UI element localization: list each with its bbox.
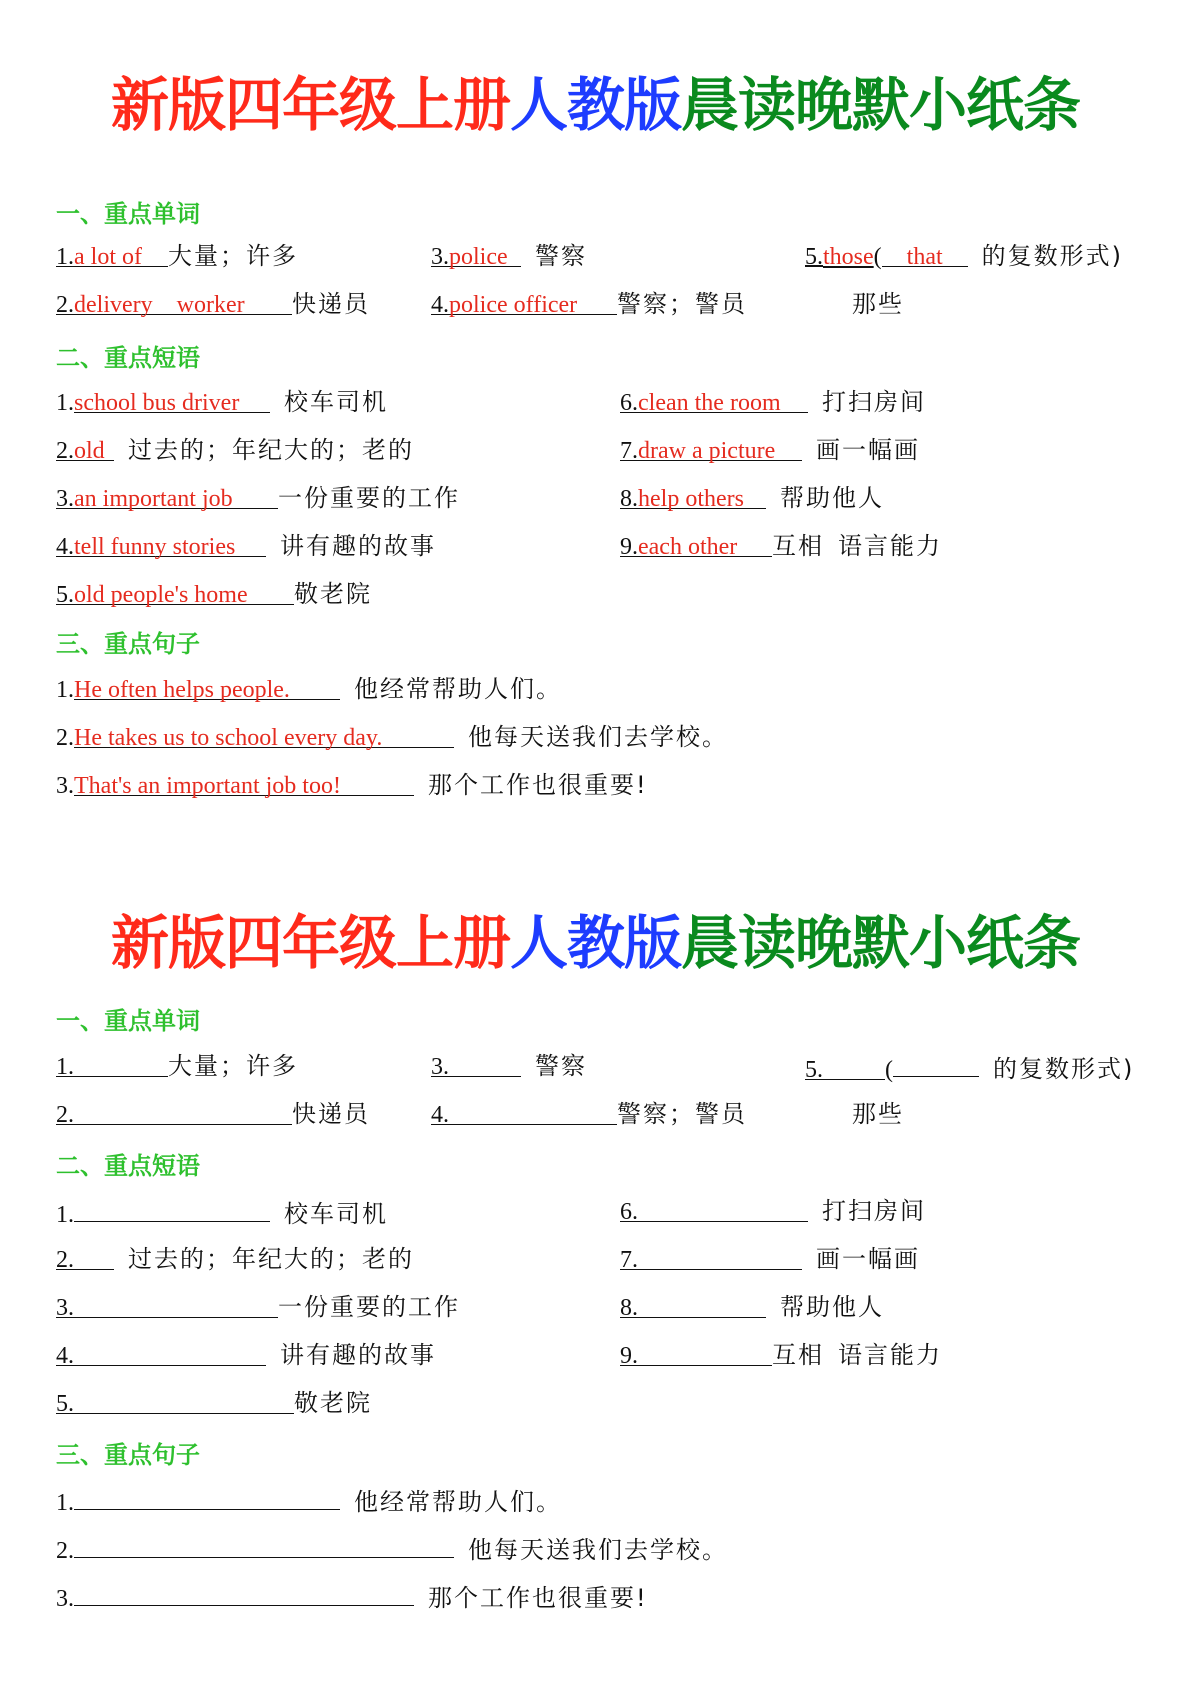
phrase-answer: each other	[638, 534, 738, 560]
word-meaning: 警察	[535, 242, 587, 270]
sentence-blank-2: 2. 他每天送我们去学校。	[56, 1532, 728, 1566]
title-part-grade: 新版四年级上册	[110, 909, 510, 977]
phrase-blank-3: 3. 一份重要的工作	[56, 1293, 460, 1321]
phrase-item-4: 4.tell funny stories 讲有趣的故事	[56, 532, 436, 560]
word-meaning: 的复数形式)	[993, 1055, 1135, 1083]
phrase-meaning: 讲有趣的故事	[280, 1341, 436, 1369]
word-meaning-those: 那些	[852, 290, 904, 318]
phrase-answer: school bus driver	[74, 390, 240, 416]
word-blank-1: 1. 大量；许多	[56, 1052, 298, 1080]
phrase-answer: an important job	[74, 486, 233, 512]
section-heading-sentences: 三、重点句子	[56, 630, 200, 658]
phrase-answer: old people's home	[74, 582, 248, 608]
phrase-meaning: 一份重要的工作	[278, 1293, 460, 1321]
phrase-blank-4: 4. 讲有趣的故事	[56, 1341, 436, 1369]
word-meaning: 快递员	[292, 290, 370, 318]
phrase-meaning: 互相	[772, 532, 824, 560]
title-part-grade: 新版四年级上册	[110, 71, 510, 139]
section-heading-words: 一、重点单词	[56, 200, 200, 228]
word-blank-2: 2. 快递员	[56, 1100, 370, 1128]
phrase-meaning: 一份重要的工作	[278, 484, 460, 512]
word-answer-2: that	[906, 244, 943, 270]
sentence-item-3: 3.That's an important job too! 那个工作也很重要!	[56, 771, 648, 799]
phrase-item-2: 2.old 过去的；年纪大的；老的	[56, 436, 414, 464]
phrase-meaning: 帮助他人	[780, 484, 884, 512]
phrase-blank-6: 6. 打扫房间	[620, 1197, 926, 1225]
phrase-blank-5: 5. 敬老院	[56, 1389, 372, 1417]
phrase-meaning: 讲有趣的故事	[280, 532, 436, 560]
phrase-answer: old	[74, 438, 105, 464]
phrase-meaning: 敬老院	[294, 1389, 372, 1417]
phrase-answer: help others	[638, 486, 744, 512]
phrase-meaning: 画一幅画	[816, 436, 920, 464]
word-meaning: 的复数形式)	[981, 242, 1124, 270]
title-part-slip: 晨读晚默小纸条	[681, 71, 1081, 139]
phrase-meaning: 打扫房间	[822, 388, 926, 416]
sentence-answer: He takes us to school every day.	[74, 725, 383, 751]
section-heading-sentences-blank: 三、重点句子	[56, 1441, 200, 1469]
sentence-meaning: 他经常帮助人们。	[354, 675, 562, 703]
word-item-4: 4.police officer 警察；警员	[431, 290, 747, 318]
word-meaning: 大量；许多	[168, 1052, 298, 1080]
phrase-meaning: 敬老院	[294, 580, 372, 608]
phrase-item-3: 3.an important job 一份重要的工作	[56, 484, 460, 512]
sentence-blank-1: 1. 他经常帮助人们。	[56, 1484, 562, 1518]
phrase-item-7: 7.draw a picture 画一幅画	[620, 436, 920, 464]
word-item-1: 1.a lot of 大量；许多	[56, 242, 298, 270]
word-item-2: 2.delivery worker 快递员	[56, 290, 370, 318]
sentence-meaning: 他每天送我们去学校。	[468, 723, 728, 751]
word-item-3: 3.police 警察	[431, 242, 587, 270]
word-item-5: 5.those( that 的复数形式)	[805, 242, 1124, 270]
phrase-meaning: 过去的；年纪大的；老的	[128, 1245, 414, 1273]
phrase-blank-9: 9. 互相 语言能力	[620, 1341, 942, 1369]
word-answer: a lot of	[74, 244, 142, 270]
phrase-answer: clean the room	[638, 390, 781, 416]
page-title-bottom	[0, 908, 1191, 978]
word-meaning: 警察；警员	[617, 290, 747, 318]
title-part-edition: 人教版	[509, 909, 681, 977]
word-blank-3: 3. 警察	[431, 1052, 587, 1080]
sentence-answer: He often helps people.	[74, 677, 290, 703]
word-answer: delivery worker	[74, 292, 245, 318]
phrase-meaning: 帮助他人	[780, 1293, 884, 1321]
phrase-item-5: 5.old people's home 敬老院	[56, 580, 372, 608]
word-answer: police officer	[449, 292, 578, 318]
section-heading-phrases: 二、重点短语	[56, 344, 200, 372]
title-part-slip: 晨读晚默小纸条	[681, 909, 1081, 977]
section-heading-words-blank: 一、重点单词	[56, 1007, 200, 1035]
word-blank-5: 5. ( 的复数形式)	[805, 1051, 1134, 1085]
sentence-meaning: 那个工作也很重要!	[428, 1584, 648, 1612]
phrase-meaning: 校车司机	[284, 388, 388, 416]
phrase-meaning: 打扫房间	[822, 1197, 926, 1225]
sentence-meaning: 他每天送我们去学校。	[468, 1536, 728, 1564]
sentence-answer: That's an important job too!	[74, 773, 341, 799]
phrase-meaning: 过去的；年纪大的；老的	[128, 436, 414, 464]
phrase-blank-1: 1. 校车司机	[56, 1196, 388, 1230]
phrase-item-6: 6.clean the room 打扫房间	[620, 388, 926, 416]
phrase-meaning: 校车司机	[284, 1200, 388, 1228]
word-meaning: 警察	[535, 1052, 587, 1080]
word-answer: police	[449, 244, 508, 270]
phrase-item-9: 9.each other 互相 语言能力	[620, 532, 942, 560]
word-answer: those	[823, 244, 874, 270]
phrase-blank-7: 7. 画一幅画	[620, 1245, 920, 1273]
word-meaning-those: 那些	[852, 1100, 904, 1128]
page-title-top	[0, 70, 1191, 140]
title-part-edition: 人教版	[509, 71, 681, 139]
phrase-meaning: 画一幅画	[816, 1245, 920, 1273]
word-meaning: 警察；警员	[617, 1100, 747, 1128]
sentence-meaning: 那个工作也很重要!	[428, 771, 648, 799]
phrase-blank-2: 2. 过去的；年纪大的；老的	[56, 1245, 414, 1273]
sentence-meaning: 他经常帮助人们。	[354, 1488, 562, 1516]
sentence-item-2: 2.He takes us to school every day. 他每天送我们去学校。	[56, 723, 728, 751]
phrase-item-1: 1.school bus driver 校车司机	[56, 388, 388, 416]
word-meaning: 快递员	[292, 1100, 370, 1128]
phrase-note: 语言能力	[838, 532, 942, 560]
phrase-answer: tell funny stories	[74, 534, 236, 560]
sentence-blank-3: 3. 那个工作也很重要!	[56, 1580, 648, 1614]
phrase-item-8: 8.help others 帮助他人	[620, 484, 884, 512]
word-meaning: 大量；许多	[168, 242, 298, 270]
phrase-blank-8: 8. 帮助他人	[620, 1293, 884, 1321]
phrase-meaning: 互相	[772, 1341, 824, 1369]
word-blank-4: 4. 警察；警员	[431, 1100, 747, 1128]
section-heading-phrases-blank: 二、重点短语	[56, 1152, 200, 1180]
sentence-item-1: 1.He often helps people. 他经常帮助人们。	[56, 675, 562, 703]
phrase-answer: draw a picture	[638, 438, 776, 464]
phrase-note: 语言能力	[838, 1341, 942, 1369]
